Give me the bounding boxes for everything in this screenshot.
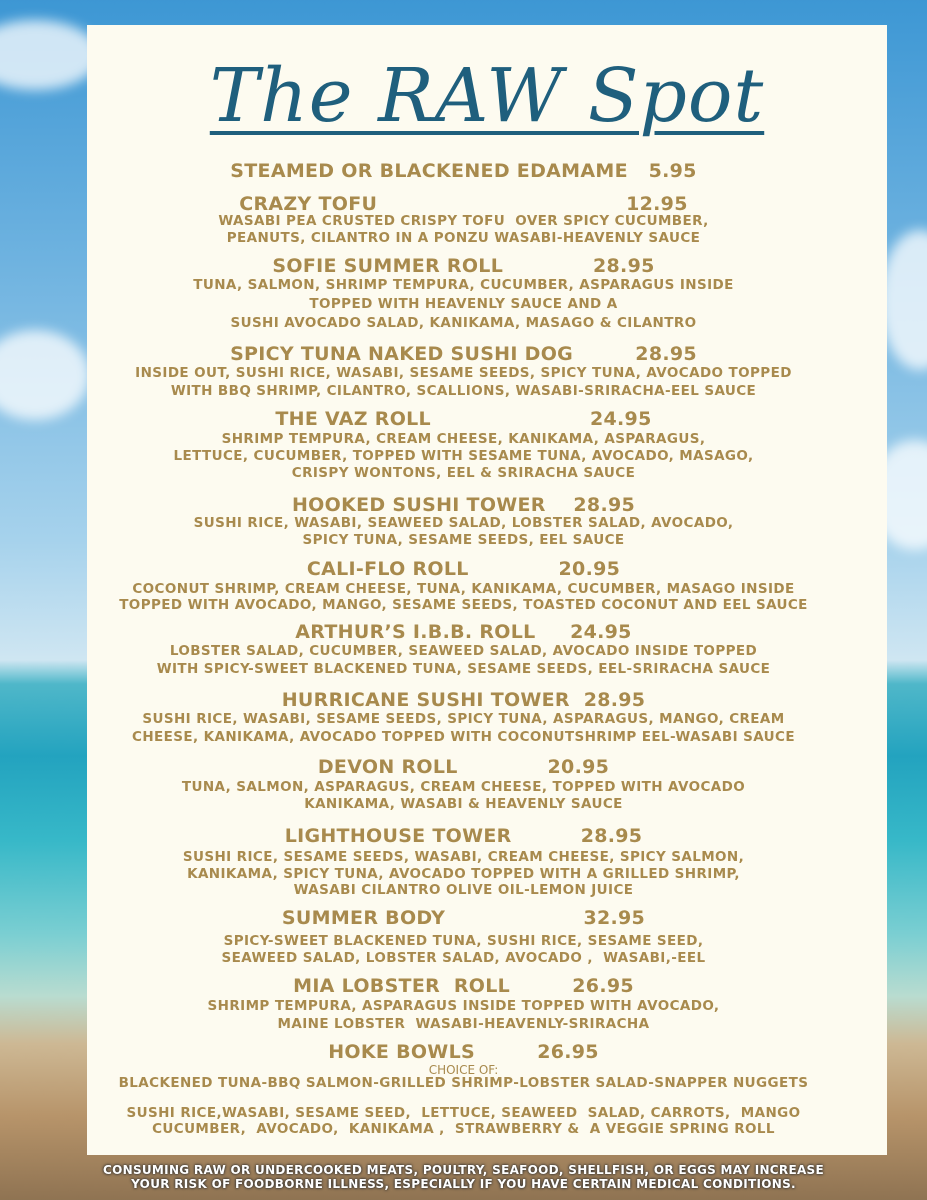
menu-item-description: SUSHI RICE, WASABI, SESAME SEEDS, SPICY TUNA, ASPARAGUS, MANGO, CREAM (142, 711, 785, 727)
menu-item-description: SHRIMP TEMPURA, ASPARAGUS INSIDE TOPPED WITH AVOCADO, (207, 998, 720, 1014)
menu-item-title: DEVON ROLL 20.95 (317, 756, 610, 778)
menu-item-description: COCONUT SHRIMP, CREAM CHEESE, TUNA, KANIKAMA, CUCUMBER, MASAGO INSIDE (132, 581, 795, 597)
menu-item-title: LIGHTHOUSE TOWER 28.95 (284, 825, 643, 847)
menu-item-description: TOPPED WITH HEAVENLY SAUCE AND A (309, 296, 618, 312)
menu-item-description: CRISPY WONTONS, EEL & SRIRACHA SAUCE (291, 465, 636, 481)
menu-item-description: SEAWEED SALAD, LOBSTER SALAD, AVOCADO , WASABI,-EEL (221, 950, 706, 966)
menu-item-description: LETTUCE, CUCUMBER, TOPPED WITH SESAME TUNA, AVOCADO, MASAGO, (173, 448, 754, 464)
menu-item-title: SUMMER BODY 32.95 (281, 907, 646, 929)
menu-item-title: CALI-FLO ROLL 20.95 (306, 558, 621, 580)
menu-item-description: WASABI CILANTRO OLIVE OIL-LEMON JUICE (293, 882, 634, 898)
menu-item-description: BLACKENED TUNA-BBQ SALMON-GRILLED SHRIMP-LOBSTER SALAD-SNAPPER NUGGETS (118, 1075, 809, 1091)
menu-item-description: CHEESE, KANIKAMA, AVOCADO TOPPED WITH COCONUTSHRIMP EEL-WASABI SAUCE (132, 729, 795, 745)
menu-item-title: STEAMED OR BLACKENED EDAMAME 5.95 (230, 160, 697, 182)
menu-item-title: THE VAZ ROLL 24.95 (275, 408, 652, 430)
menu-item-description: PEANUTS, CILANTRO IN A PONZU WASABI-HEAVENLY SAUCE (226, 230, 701, 246)
menu-item-description: KANIKAMA, WASABI & HEAVENLY SAUCE (304, 796, 623, 812)
health-warning-line-2: YOUR RISK OF FOODBORNE ILLNESS, ESPECIALLY IF YOU HAVE CERTAIN MEDICAL CONDITIONS. (131, 1177, 796, 1191)
menu-item-description: SUSHI RICE,WASABI, SESAME SEED, LETTUCE, SEAWEED SALAD, CARROTS, MANGO (126, 1105, 801, 1121)
menu-item-title: ARTHUR’S I.B.B. ROLL 24.95 (295, 621, 632, 643)
menu-item-description: MAINE LOBSTER WASABI-HEAVENLY-SRIRACHA (277, 1016, 650, 1032)
menu-item-description: TUNA, SALMON, SHRIMP TEMPURA, CUCUMBER, ASPARAGUS INSIDE (193, 277, 734, 293)
menu-item-title: MIA LOBSTER ROLL 26.95 (293, 975, 634, 997)
menu-item-title: CRAZY TOFU 12.95 (239, 193, 688, 215)
menu-item-description: WASABI PEA CRUSTED CRISPY TOFU OVER SPICY CUCUMBER, (218, 213, 709, 229)
menu-item-title: HOOKED SUSHI TOWER 28.95 (291, 494, 635, 516)
restaurant-logo: The RAW Spot (209, 53, 765, 139)
choice-label: CHOICE OF: (428, 1063, 499, 1077)
menu-item-description: WITH SPICY-SWEET BLACKENED TUNA, SESAME SEEDS, EEL-SRIRACHA SAUCE (156, 661, 771, 677)
menu-item-description: SPICY-SWEET BLACKENED TUNA, SUSHI RICE, SESAME SEED, (223, 933, 704, 949)
menu-item-description: CUCUMBER, AVOCADO, KANIKAMA , STRAWBERRY & A VEGGIE SPRING ROLL (152, 1121, 775, 1137)
menu-item-title: SOFIE SUMMER ROLL 28.95 (272, 255, 655, 277)
menu-item-description: SPICY TUNA, SESAME SEEDS, EEL SAUCE (302, 532, 625, 548)
menu-item-description: SUSHI AVOCADO SALAD, KANIKAMA, MASAGO & CILANTRO (230, 315, 697, 331)
menu-item-description: SUSHI RICE, SESAME SEEDS, WASABI, CREAM CHEESE, SPICY SALMON, (182, 849, 745, 865)
menu-item-description: INSIDE OUT, SUSHI RICE, WASABI, SESAME SEEDS, SPICY TUNA, AVOCADO TOPPED (135, 365, 792, 381)
menu-item-description: SHRIMP TEMPURA, CREAM CHEESE, KANIKAMA, ASPARAGUS, (221, 431, 706, 447)
menu-item-title: HURRICANE SUSHI TOWER 28.95 (281, 689, 646, 711)
menu-item-description: SUSHI RICE, WASABI, SEAWEED SALAD, LOBSTER SALAD, AVOCADO, (193, 515, 734, 531)
menu-item-description: TUNA, SALMON, ASPARAGUS, CREAM CHEESE, TOPPED WITH AVOCADO (181, 779, 746, 795)
menu-item-description: LOBSTER SALAD, CUCUMBER, SEAWEED SALAD, AVOCADO INSIDE TOPPED (169, 643, 758, 659)
menu-item-description: WITH BBQ SHRIMP, CILANTRO, SCALLIONS, WASABI-SRIRACHA-EEL SAUCE (170, 383, 757, 399)
menu-item-title: HOKE BOWLS 26.95 (328, 1041, 599, 1063)
health-warning-line-1: CONSUMING RAW OR UNDERCOOKED MEATS, POULTRY, SEAFOOD, SHELLFISH, OR EGGS MAY INCREASE (103, 1163, 824, 1177)
cloud-left (0, 20, 100, 90)
menu-item-description: TOPPED WITH AVOCADO, MANGO, SESAME SEEDS, TOASTED COCONUT AND EEL SAUCE (119, 597, 808, 613)
menu-item-description: KANIKAMA, SPICY TUNA, AVOCADO TOPPED WITH A GRILLED SHRIMP, (187, 866, 740, 882)
menu-item-title: SPICY TUNA NAKED SUSHI DOG 28.95 (230, 343, 697, 365)
